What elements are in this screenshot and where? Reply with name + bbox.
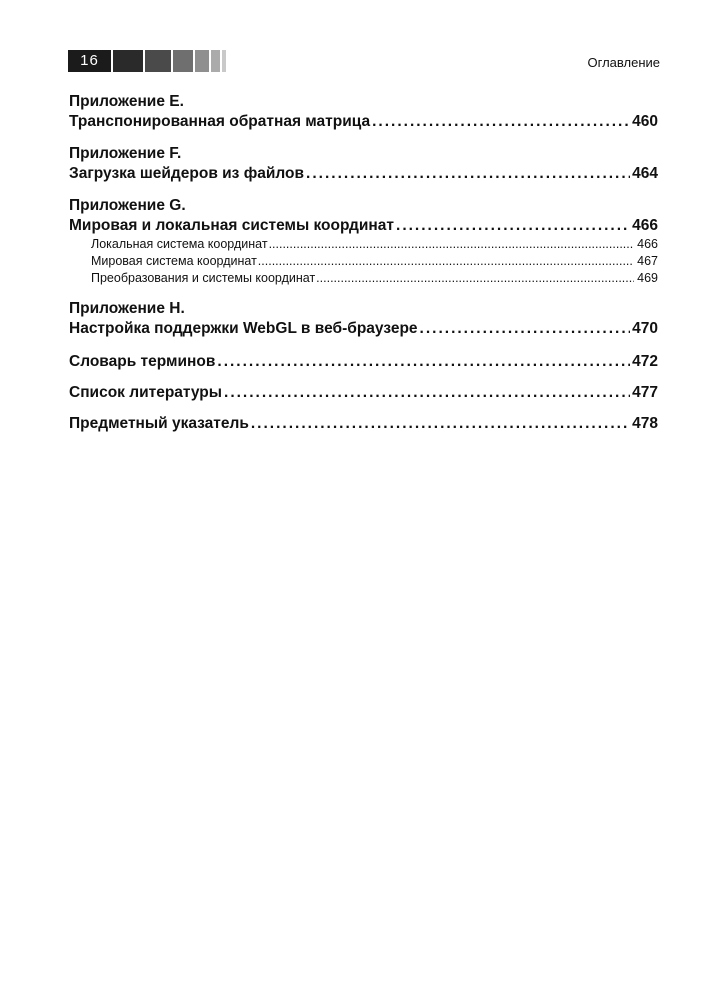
toc-section-app-e (69, 92, 658, 132)
dot-leader (316, 270, 634, 287)
toc-subentry[interactable] (69, 236, 658, 253)
toc-entry-title: Настройка поддержки WebGL в веб-браузере (69, 320, 418, 337)
toc-entry-title: Транспонированная обратная матрица (69, 113, 371, 130)
toc-appendix-label: Приложение E. (69, 93, 184, 110)
toc-entry[interactable] (69, 163, 658, 184)
header-color-strip (195, 50, 209, 72)
toc-entry-page: 464 (632, 165, 658, 182)
toc-section-references (69, 382, 658, 403)
toc-subentry-page: 466 (637, 237, 658, 251)
toc-appendix-label: Приложение H. (69, 300, 185, 317)
dot-leader (251, 413, 630, 434)
dot-leader (258, 253, 634, 270)
toc-entry[interactable] (69, 318, 658, 339)
toc-entry-title: Предметный указатель (69, 415, 249, 432)
header-color-strip (113, 50, 143, 72)
toc-entry-title: Словарь терминов (69, 353, 216, 370)
toc-subentry-page: 469 (637, 271, 658, 285)
page-header (68, 50, 660, 72)
dot-leader (396, 215, 630, 236)
dot-leader (420, 318, 631, 339)
toc-subentry[interactable] (69, 253, 658, 270)
header-color-strip (211, 50, 220, 72)
toc-entry-page: 470 (632, 320, 658, 337)
toc-entry-title: Мировая и локальная системы координат (69, 217, 395, 234)
toc-appendix-label: Приложение G. (69, 197, 186, 214)
toc-entry[interactable] (69, 351, 658, 372)
header-color-strip (173, 50, 193, 72)
toc-entry-page: 477 (632, 384, 658, 401)
toc-entry-page: 478 (632, 415, 658, 432)
toc-subentry-title: Локальная система координат (91, 237, 268, 251)
toc-section-app-g (69, 196, 658, 287)
toc-entry[interactable] (69, 215, 658, 236)
page-number: 16 (68, 50, 111, 72)
toc-subentry-title: Мировая система координат (91, 254, 257, 268)
toc-subentry-page: 467 (637, 254, 658, 268)
running-head-title: Оглавление (587, 55, 660, 70)
toc-entry[interactable] (69, 382, 658, 403)
toc-section-index (69, 413, 658, 434)
dot-leader (217, 351, 630, 372)
toc-entry[interactable] (69, 413, 658, 434)
toc-entry-page: 472 (632, 353, 658, 370)
toc-entry-page: 466 (632, 217, 658, 234)
header-color-strip (145, 50, 171, 72)
toc-section-app-f (69, 144, 658, 184)
toc-appendix-label: Приложение F. (69, 145, 182, 162)
dot-leader (269, 236, 635, 253)
dot-leader (224, 382, 630, 403)
table-of-contents (69, 92, 658, 444)
toc-entry-title: Загрузка шейдеров из файлов (69, 165, 305, 182)
dot-leader (306, 163, 630, 184)
toc-subentry[interactable] (69, 270, 658, 287)
toc-section-glossary (69, 351, 658, 372)
toc-section-app-h (69, 299, 658, 339)
toc-subentry-title: Преобразования и системы координат (91, 271, 316, 285)
header-color-strip (222, 50, 226, 72)
toc-entry[interactable] (69, 111, 658, 132)
dot-leader (372, 111, 630, 132)
toc-entry-title: Список литературы (69, 384, 223, 401)
toc-entry-page: 460 (632, 113, 658, 130)
